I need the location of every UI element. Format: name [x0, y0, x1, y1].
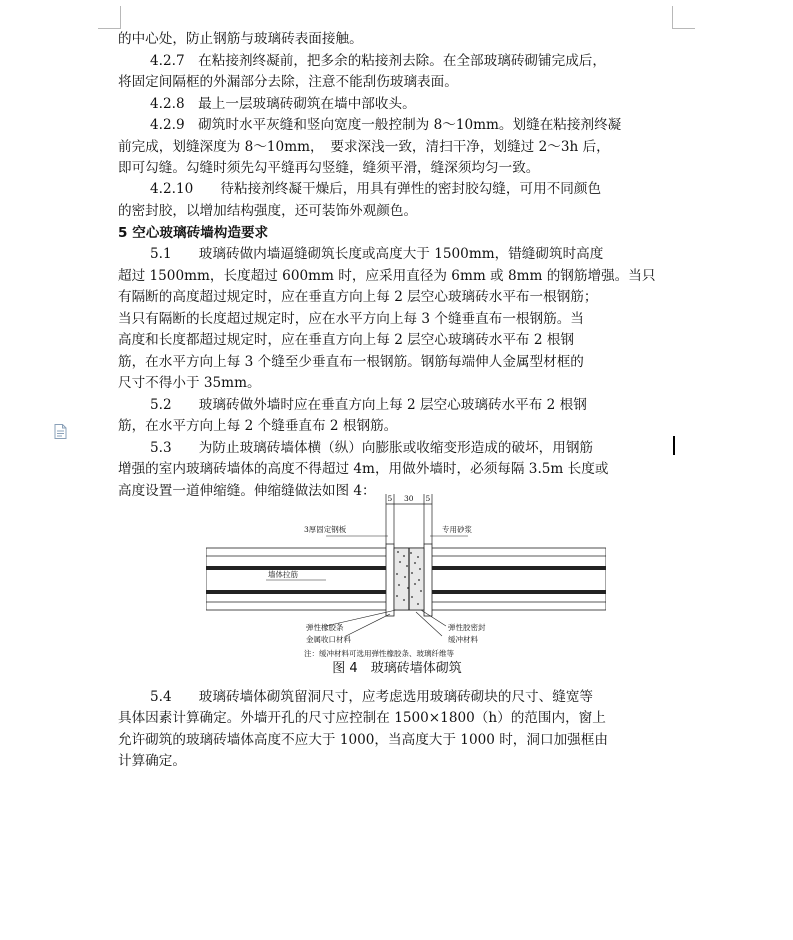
text-line: 超过 1500mm，长度超过 600mm 时，应采用直径为 6mm 或 8mm 的钢筋增强。当只: [118, 268, 656, 284]
text-line: 4.2.8 最上一层玻璃砖砌筑在墙中部收头。: [150, 96, 416, 112]
text-line: 5.4 玻璃砖墙体砌筑留洞尺寸，应考虑选用玻璃砖砌块的尺寸、缝宽等: [150, 689, 594, 705]
dim-label: 30: [404, 494, 414, 503]
label-mortar: 专用砂浆: [442, 525, 472, 534]
text-line: 的中心处，防止钢筋与玻璃砖表面接触。: [118, 31, 363, 47]
page-corner-mark-top-right: [672, 6, 695, 29]
figure-caption: 图 4 玻璃砖墙体砌筑: [332, 661, 462, 676]
dim-label: 5: [387, 494, 393, 503]
text-line: 即可勾缝。勾缝时须先勾平缝再勾竖缝，缝须平滑，缝深须均匀一致。: [118, 160, 540, 176]
section-heading: 5 空心玻璃砖墙构造要求: [118, 225, 269, 241]
text-line: 将固定间隔框的外漏部分去除，注意不能刮伤玻璃表面。: [118, 74, 458, 90]
dim-label: 5: [425, 494, 431, 503]
page-corner-mark-top-left: [98, 6, 121, 29]
text-line: 有隔断的高度超过规定时，应在垂直方向上每 2 层空心玻璃砖水平布一根钢筋；: [118, 289, 598, 305]
figure-note: 注：缓冲材料可选用弹性橡胶条、玻璃纤维等: [304, 649, 454, 658]
text-line: 增强的室内玻璃砖墙体的高度不得超过 4m，用做外墙时，必须每隔 3.5m 长度或: [118, 461, 609, 477]
text-line: 具体因素计算确定。外墙开孔的尺寸应控制在 1500×1800（h）的范围内，窗上: [118, 710, 606, 726]
text-line: 当只有隔断的长度超过规定时，应在水平方向上每 3 个缝垂直布一根钢筋。当: [118, 311, 584, 327]
label-sealant: 弹性胶密封: [448, 623, 486, 632]
text-line: 5.3 为防止玻璃砖墙体横（纵）向膨胀或收缩变形造成的破坏，用钢筋: [150, 440, 594, 456]
expansion-joint-diagram: [206, 486, 606, 660]
label-fixed-plate: 3厚固定钢板: [304, 525, 347, 534]
text-line: 5.1 玻璃砖做内墙逼缝砌筑长度或高度大于 1500mm，错缝砌筑时高度: [150, 246, 604, 262]
text-line: 筋，在水平方向上每 2 个缝垂直布 2 根钢筋。: [118, 418, 398, 434]
text-line: 前完成，划缝深度为 8～10mm， 要求深浅一致，清扫干净，划缝过 2～3h 后，: [118, 139, 610, 155]
text-line: 计算确定。: [118, 753, 186, 769]
text-line: 4.2.10 待粘接剂终凝干燥后，用具有弹性的密封胶勾缝，可用不同颜色: [150, 181, 602, 197]
label-rubber-strip: 弹性橡胶条: [306, 623, 344, 632]
document-icon[interactable]: [54, 424, 67, 439]
text-line: 高度和长度都超过规定时，应在垂直方向上每 2 层空心玻璃砖水平布 2 根钢: [118, 332, 574, 348]
text-line: 4.2.9 砌筑时水平灰缝和竖向宽度一般控制为 8～10mm。划缝在粘接剂终凝: [150, 117, 622, 133]
text-cursor: [673, 436, 675, 455]
text-line: 允许砌筑的玻璃砖墙体高度不应大于 1000，当高度大于 1000 时，洞口加强框由: [118, 732, 608, 748]
text-line: 筋，在水平方向上每 3 个缝至少垂直布一根钢筋。钢筋每端伸人金属型材框的: [118, 354, 584, 370]
text-line: 4.2.7 在粘接剂终凝前，把多余的粘接剂去除。在全部玻璃砖砌铺完成后，: [150, 53, 606, 69]
label-metal-flashing: 金属收口材料: [306, 635, 351, 644]
text-line: 尺寸不得小于 35mm。: [118, 375, 261, 391]
text-line: 5.2 玻璃砖做外墙时应在垂直方向上每 2 层空心玻璃砖水平布 2 根钢: [150, 397, 587, 413]
text-line: 高度设置一道伸缩缝。伸缩缝做法如图 4：: [118, 483, 376, 499]
label-wall-rebar: 墙体拉筋: [268, 570, 298, 579]
label-buffer: 缓冲材料: [448, 635, 478, 644]
text-line: 的密封胶，以增加结构强度，还可装饰外观颜色。: [118, 203, 418, 219]
